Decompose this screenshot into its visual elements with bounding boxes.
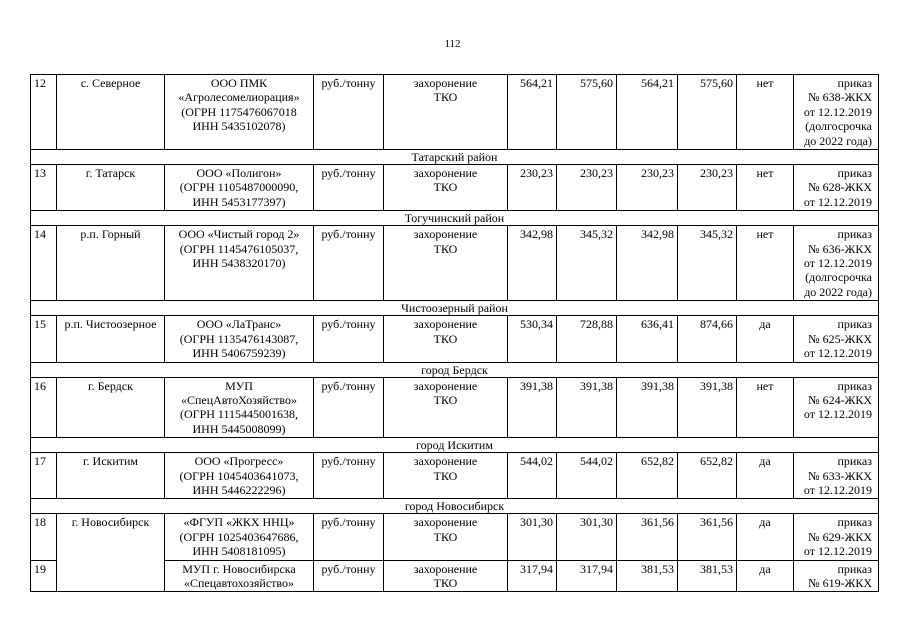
organization-line: (ОГРН 1105487000090, [179,180,299,195]
organization-line: ИНН 5446222296) [192,482,286,497]
order-line: приказ [837,378,872,393]
locality: р.п. Горный [57,226,165,301]
order [794,453,879,499]
organization [165,75,314,150]
tariff-2: 345,32 [557,226,617,301]
organization-line: ИНН 5406759239) [192,346,286,361]
order-line: от 12.12.2019 [803,194,872,209]
row-number: 13 [31,165,57,211]
unit: руб./тонну [314,316,384,362]
section-title: город Бердск [31,362,879,377]
unit: руб./тонну [314,377,384,438]
organization-line: ООО ПМК [210,76,268,90]
order-line: от 12.12.2019 [803,104,872,119]
service-line: захоронение [413,76,478,90]
section-row [31,362,879,377]
organization [165,165,314,211]
organization-line: «Агролесомелиорация» [178,90,300,105]
section-row [31,211,879,226]
order [794,316,879,362]
row-number: 17 [31,453,57,499]
locality: г. Новосибирск [57,514,165,592]
organization-line: «ФГУП «ЖКХ ННЦ» [183,515,295,530]
tariff-4: 874,66 [678,316,737,362]
order-line: от 12.12.2019 [803,407,872,422]
page-number: 112 [444,38,461,50]
organization-line: «Спецавтохозяйство» [183,575,295,590]
service [384,75,508,150]
order-line: № 638-ЖКХ [808,90,872,105]
organization [165,453,314,499]
service-line: захоронение [413,378,478,393]
organization [165,316,314,362]
organization-line: МУП [225,378,253,393]
order [794,165,879,211]
vat: да [737,560,794,592]
service [384,165,508,211]
vat: да [737,514,794,560]
section-row [31,150,879,165]
organization [165,514,314,560]
order-line: до 2022 года) [804,284,872,299]
tariff-2: 575,60 [557,75,617,150]
order-line: № 629-ЖКХ [808,529,872,544]
order-line: приказ [837,166,872,181]
locality: р.п. Чистоозерное [57,316,165,362]
tariff-4: 345,32 [678,226,737,301]
organization-line: (ОГРН 1025403647686, [179,529,299,544]
service-line: захоронение [413,227,478,242]
locality: г. Искитим [57,453,165,499]
service-line: ТКО [433,331,458,346]
tariff-2: 544,02 [557,453,617,499]
order-line: (долгосрочка [805,270,872,285]
order-line: № 633-ЖКХ [808,468,872,483]
section-title: Татарский район [31,150,879,165]
table-row [31,514,879,560]
unit: руб./тонну [314,226,384,301]
service-line: ТКО [433,575,458,590]
service [384,453,508,499]
order [794,75,879,150]
tariff-4: 230,23 [678,165,737,211]
section-title: Тогучинский район [31,211,879,226]
tariff-1: 530,34 [508,316,557,362]
organization-line: ИНН 5453177397) [192,194,286,209]
organization [165,560,314,592]
table-row [31,377,879,438]
service-line: захоронение [413,166,478,181]
tariff-3: 391,38 [617,377,678,438]
locality: с. Северное [57,75,165,150]
table-row [31,75,879,150]
tariff-1: 391,38 [508,377,557,438]
organization-line: ИНН 5408181095) [192,544,286,559]
section-row [31,499,879,514]
service-line: ТКО [433,180,458,195]
table-row [31,165,879,211]
tariff-4: 575,60 [678,75,737,150]
organization-line: ИНН 5435102078) [192,119,286,134]
service-line: ТКО [433,468,458,483]
service-line: ТКО [433,392,458,407]
row-number: 19 [31,560,57,592]
unit: руб./тонну [314,453,384,499]
service-line: захоронение [413,515,478,530]
tariff-2: 391,38 [557,377,617,438]
service [384,514,508,560]
order [794,377,879,438]
order-line: от 12.12.2019 [803,256,872,271]
service [384,560,508,592]
tariff-table [30,74,879,592]
tariff-4: 361,56 [678,514,737,560]
organization [165,226,314,301]
order-line: приказ [837,317,872,332]
organization-line: (ОГРН 1175476067018 [181,104,297,119]
row-number: 15 [31,316,57,362]
unit: руб./тонну [314,165,384,211]
order-line: приказ [837,76,872,90]
locality: г. Бердск [57,377,165,438]
vat: да [737,453,794,499]
order-line: от 12.12.2019 [803,482,872,497]
tariff-3: 636,41 [617,316,678,362]
organization-line: ООО «ЛаТранс» [196,317,282,332]
organization [165,377,314,438]
order-line: приказ [837,227,872,242]
tariff-4: 652,82 [678,453,737,499]
order [794,226,879,301]
vat: нет [737,226,794,301]
order-line: от 12.12.2019 [803,346,872,361]
organization-line: ИНН 5445008099) [192,421,286,436]
vat: нет [737,75,794,150]
table-row [31,316,879,362]
service-line: ТКО [433,241,458,256]
tariff-3: 342,98 [617,226,678,301]
table-row [31,226,879,301]
locality: г. Татарск [57,165,165,211]
order-line: от 12.12.2019 [803,544,872,559]
organization-line: ООО «Чистый город 2» [178,227,300,242]
tariff-1: 564,21 [508,75,557,150]
order-line: № 636-ЖКХ [808,241,872,256]
unit: руб./тонну [314,560,384,592]
row-number: 12 [31,75,57,150]
section-title: Чистоозерный район [31,301,879,316]
tariff-1: 301,30 [508,514,557,560]
tariff-1: 317,94 [508,560,557,592]
order-line: приказ [837,561,872,576]
tariff-1: 544,02 [508,453,557,499]
section-row [31,438,879,453]
tariff-3: 230,23 [617,165,678,211]
unit: руб./тонну [314,514,384,560]
order-line: № 624-ЖКХ [808,392,872,407]
tariff-3: 652,82 [617,453,678,499]
section-title: город Искитим [31,438,879,453]
order [794,514,879,560]
table-row [31,453,879,499]
organization-line: ООО «Прогресс» [194,454,284,469]
order [794,560,879,592]
section-row [31,301,879,316]
order-line: № 628-ЖКХ [808,180,872,195]
tariff-3: 361,56 [617,514,678,560]
unit: руб./тонну [314,75,384,150]
service-line: ТКО [433,529,458,544]
section-title: город Новосибирск [31,499,879,514]
service-line: захоронение [413,561,478,576]
row-number: 14 [31,226,57,301]
tariff-3: 564,21 [617,75,678,150]
vat: да [737,316,794,362]
vat: нет [737,165,794,211]
order-line: № 625-ЖКХ [808,331,872,346]
organization-line: (ОГРН 1115445001638, [179,407,299,422]
organization-line: МУП г. Новосибирска [182,561,296,576]
order-line: приказ [837,454,872,469]
row-number: 16 [31,377,57,438]
order-line: приказ [837,515,872,530]
tariff-1: 230,23 [508,165,557,211]
service [384,226,508,301]
organization-line: «СпецАвтоХозяйство» [180,392,298,407]
organization-line: (ОГРН 1145476105037, [179,241,299,256]
order-line: (долгосрочка [805,119,872,134]
organization-line: ИНН 5438320170) [192,256,286,271]
service-line: захоронение [413,317,478,332]
tariff-2: 728,88 [557,316,617,362]
service [384,316,508,362]
order-line: до 2022 года) [804,133,872,148]
service [384,377,508,438]
tariff-1: 342,98 [508,226,557,301]
tariff-4: 381,53 [678,560,737,592]
organization-line: ООО «Полигон» [196,166,282,181]
tariff-3: 381,53 [617,560,678,592]
organization-line: (ОГРН 1135476143087, [179,331,299,346]
vat: нет [737,377,794,438]
tariff-2: 230,23 [557,165,617,211]
tariff-2: 301,30 [557,514,617,560]
service-line: захоронение [413,454,478,469]
tariff-4: 391,38 [678,377,737,438]
service-line: ТКО [433,90,458,105]
row-number: 18 [31,514,57,560]
organization-line: (ОГРН 1045403641073, [179,468,299,483]
tariff-2: 317,94 [557,560,617,592]
order-line: № 619-ЖКХ [808,575,872,590]
